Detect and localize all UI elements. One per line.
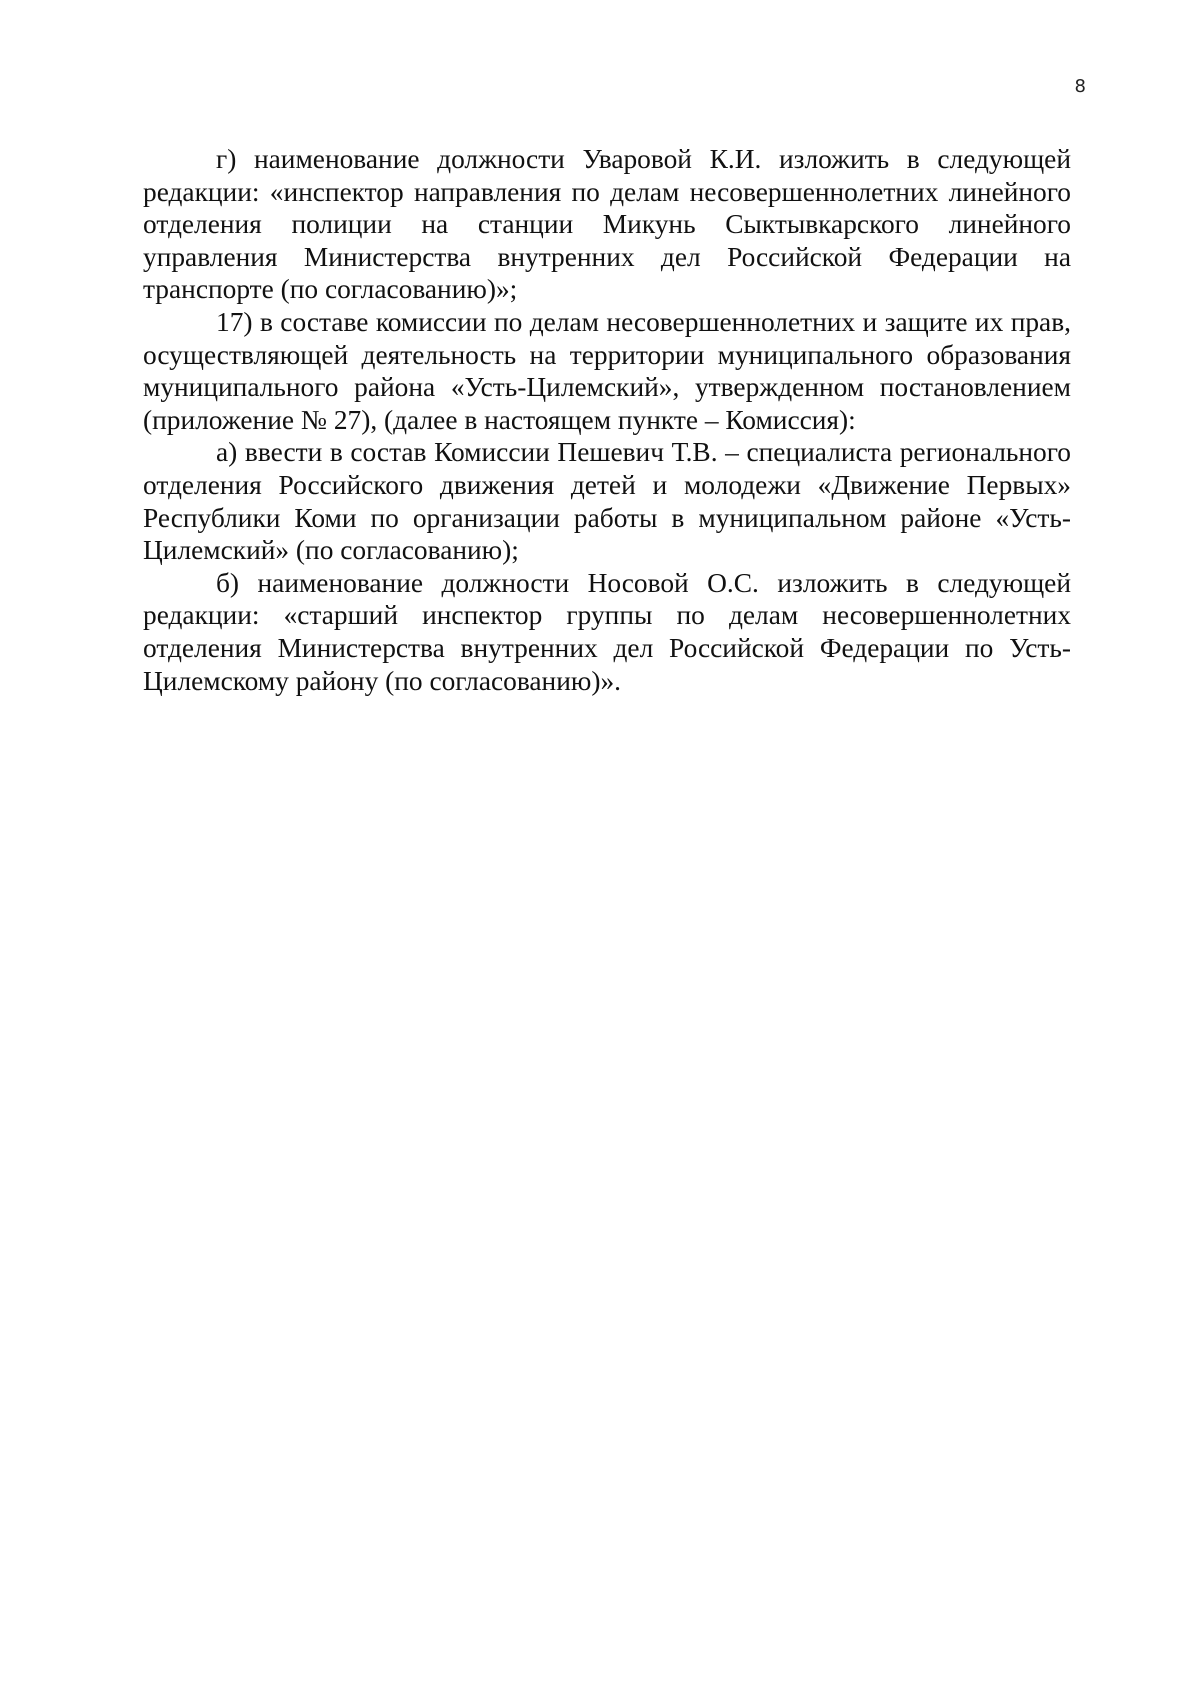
- paragraph-17: 17) в составе комиссии по делам несовершеннолетних и защите их прав, осуществляющей деятельность на территории муниципального образования муниципального района «Усть-Цилемский», утвержденном постановлением (приложение № 27), (далее в настоящем пункте – Комиссия):: [143, 306, 1071, 435]
- paragraph-g: г) наименование должности Уваровой К.И. изложить в следующей редакции: «инспектор направления по делам несовершеннолетних линейного отделения полиции на станции Микунь Сыктывкарского линейного управления Министерства внутренних дел Российской Федерации на транспорте (по согласованию)»;: [143, 144, 1071, 305]
- page-number: 8: [1074, 76, 1086, 97]
- paragraph-a: а) ввести в состав Комиссии Пешевич Т.В. – специалиста регионального отделения Российского движения детей и молодежи «Движение Первых» Республики Коми по организации работы в муниципальном районе «Усть-Цилемский» (по согласованию);: [143, 437, 1071, 566]
- document-body: [143, 143, 1071, 697]
- paragraph-b: б) наименование должности Носовой О.С. изложить в следующей редакции: «старший инспектор группы по делам несовершеннолетних отделения Министерства внутренних дел Российской Федерации по Усть-Цилемскому району (по согласованию)».: [143, 567, 1071, 696]
